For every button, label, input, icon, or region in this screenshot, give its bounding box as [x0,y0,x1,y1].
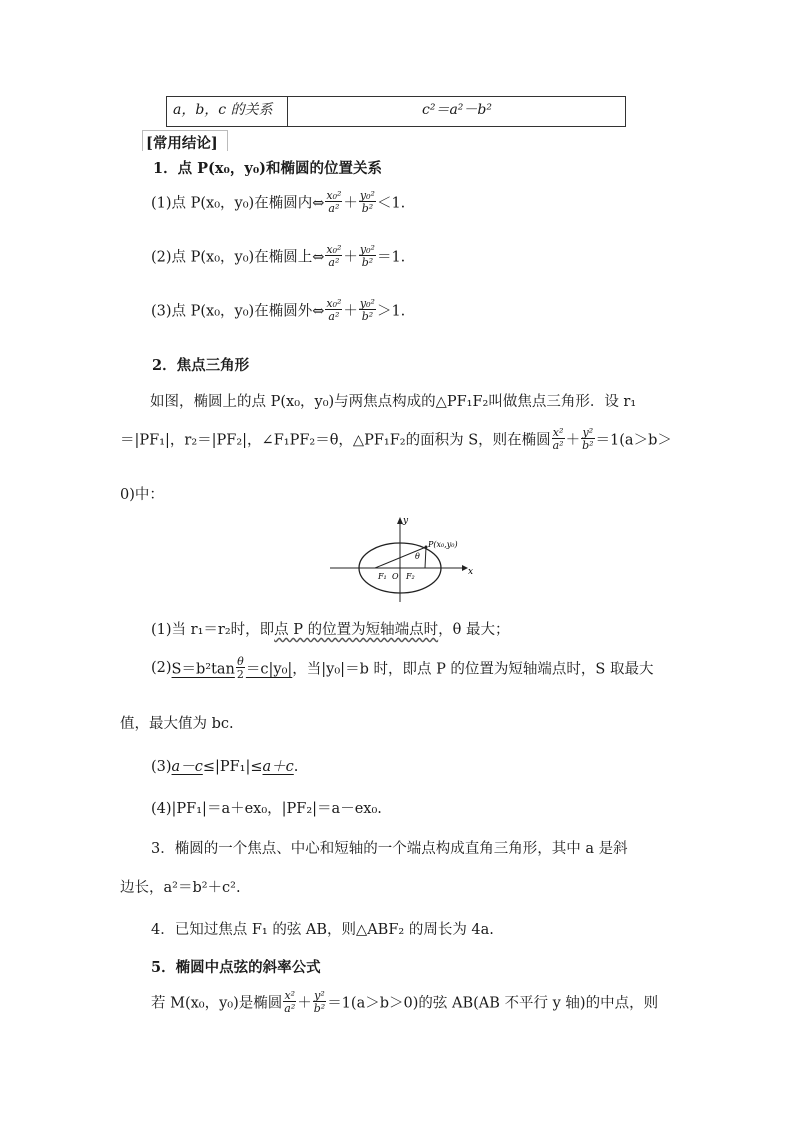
fraction: $\frac{\text{y₀²}}{\text{b²}}$ [359,297,375,323]
s2-point-2: (2)S＝b²tan $\frac{\theta}{2}$ ＝c|y₀|，当|y₀|＝b 时，即点 P 的位置为短轴端点时，S 取最大 [151,655,654,681]
fraction: $\frac{\text{x₀²}}{\text{a²}}$ [326,189,342,215]
s5-heading: 5．椭圆中点弦的斜率公式 [151,959,321,976]
s2-point-3: (3)a－c≤|PF₁|≤a＋c. [151,759,299,775]
s2-heading: 2．焦点三角形 [152,357,250,374]
table-formula-cell: c²＝a²－b² [422,102,492,118]
s2-intro-line2: ＝|PF₁|，r₂＝|PF₂|，∠F₁PF₂＝θ，△PF₁F₂的面积为 S，则在椭圆 $\frac{\text{x²}}{\text{a²}}$ ＋ $\frac{\text{y²}}{\text{b²}}$ ＝1(a＞b＞ [120,426,672,452]
s2-point-4: (4)|PF₁|＝a＋ex₀，|PF₂|＝a－ex₀. [151,801,382,817]
s1-heading: 1．点 P(x₀，y₀)和椭圆的位置关系 [153,160,383,177]
s1-item-1: (1)点 P(x₀，y₀)在椭圆内⇔ $\frac{\text{x₀²}}{\text{a²}}$ ＋ $\frac{\text{y₀²}}{\text{b²}}$ ＜1. [151,189,406,215]
s5-line: 若 M(x₀，y₀)是椭圆 $\frac{\text{x²}}{\text{a²}}$ ＋ $\frac{\text{y²}}{\text{b²}}$ ＝1(a＞b＞0)的弦 AB(AB 不平行 y 轴)的中点，则 [151,989,659,1015]
common-conclusions-tag: [常用结论] [146,135,218,152]
s4-line: 4．已知过焦点 F₁ 的弦 AB，则△ABF₂ 的周长为 4a. [151,922,494,938]
s3-line2: 边长，a²＝b²＋c². [120,880,241,896]
fraction: $\frac{\theta}{2}$ [236,655,244,681]
y-axis-label: y [403,516,409,526]
fraction: $\frac{\text{y₀²}}{\text{b²}}$ [359,243,375,269]
s2-intro-line1: 如图，椭圆上的点 P(x₀，y₀)与两焦点构成的△PF₁F₂叫做焦点三角形．设 r₁ [150,394,637,410]
fraction: $\frac{\text{y²}}{\text{b²}}$ [313,989,326,1015]
fraction: $\frac{\text{y₀²}}{\text{b²}}$ [359,189,375,215]
s1-item-2: (2)点 P(x₀，y₀)在椭圆上⇔ $\frac{\text{x₀²}}{\text{a²}}$ ＋ $\frac{\text{y₀²}}{\text{b²}}$ ＝1. [151,243,406,269]
fraction: $\frac{\text{x₀²}}{\text{a²}}$ [326,297,342,323]
f1-label: F₁ [378,572,387,581]
origin-label: O [392,572,399,581]
focal-triangle-figure [330,512,476,604]
fraction: $\frac{\text{x₀²}}{\text{a²}}$ [326,243,342,269]
x-axis-label: x [468,567,474,577]
s2-intro-line3: 0)中： [120,487,164,503]
s3-line1: 3．椭圆的一个焦点、中心和短轴的一个端点构成直角三角形，其中 a 是斜 [151,841,628,857]
point-p-label: P(x₀,y₀) [428,540,458,549]
fraction: $\frac{\text{x²}}{\text{a²}}$ [552,426,564,452]
fraction: $\frac{\text{y²}}{\text{b²}}$ [582,426,594,452]
s1-item-3: (3)点 P(x₀，y₀)在椭圆外⇔ $\frac{\text{x₀²}}{\text{a²}}$ ＋ $\frac{\text{y₀²}}{\text{b²}}$ ＞1. [151,297,406,323]
f2-label: F₂ [406,572,415,581]
s2-point-1: (1)当 r₁＝r₂时，即点 P 的位置为短轴端点时，θ 最大； [151,622,510,638]
fraction: $\frac{\text{x²}}{\text{a²}}$ [284,989,296,1015]
table-label-cell: a，b，c 的关系 [167,97,288,126]
theta-label: θ [415,552,420,561]
segment-f2-p [425,547,426,568]
relation-table [166,96,626,127]
s2-point-2-line2: 值，最大值为 bc. [120,716,234,732]
